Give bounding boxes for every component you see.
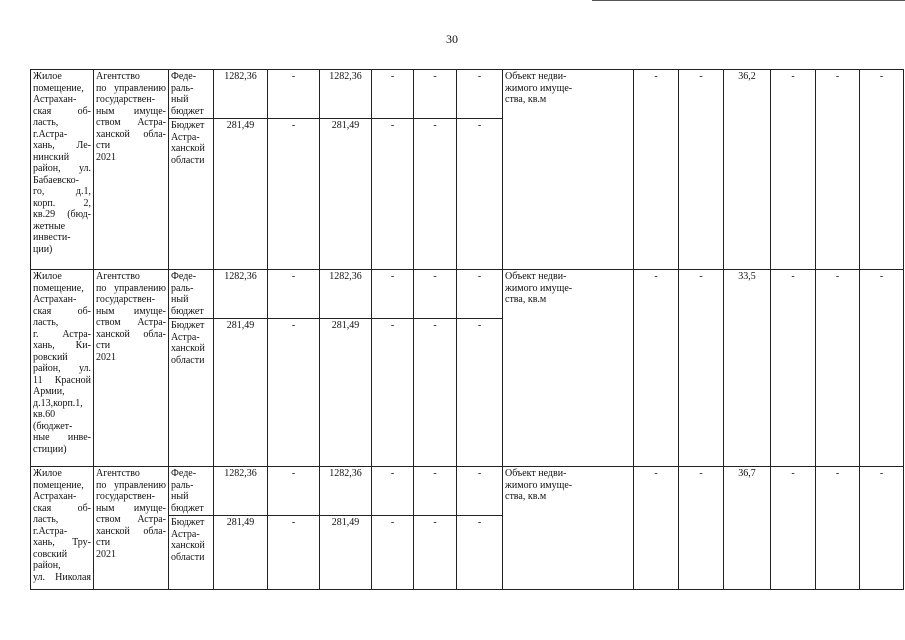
object-line: нинский — [33, 151, 70, 163]
source-line: бюджет — [171, 305, 204, 317]
object-cell — [31, 270, 94, 467]
regional-amount-cell: - — [372, 516, 414, 590]
indicator-line: Объект недви- — [505, 71, 567, 82]
object-line: Жилое — [33, 271, 62, 282]
agency-line: ным имуще- — [96, 502, 166, 514]
source-line: области — [171, 354, 205, 366]
federal-source-cell — [169, 70, 214, 119]
object-line: ская об- — [33, 105, 91, 117]
regional-amount-cell: 281,49 — [214, 119, 268, 270]
object-line: ласть, — [33, 117, 59, 128]
indicator-value-cell: - — [860, 70, 904, 270]
regional-amount-cell: - — [414, 119, 457, 270]
object-line: хань, Тру- — [33, 537, 91, 548]
regional-source-cell — [169, 119, 214, 270]
source-line: раль- — [171, 479, 194, 491]
source-line: Астра- — [171, 131, 200, 143]
federal-amount-cell: - — [457, 467, 503, 516]
regional-amount-cell: 281,49 — [320, 119, 372, 270]
source-line: бюджет — [171, 502, 204, 514]
object-line: ул. Николая — [33, 571, 91, 583]
indicator-value-cell: - — [860, 467, 904, 590]
source-line: ный — [171, 294, 189, 305]
regional-amount-cell: - — [372, 319, 414, 467]
indicator-line: ства, кв.м — [505, 94, 547, 105]
table-row — [31, 467, 904, 516]
agency-cell — [94, 270, 169, 467]
agency-line: сти — [96, 537, 111, 548]
source-line: ханской — [171, 540, 205, 551]
source-line: области — [171, 551, 205, 563]
object-line: совский — [33, 548, 68, 560]
federal-amount-cell: 1282,36 — [320, 70, 372, 119]
regional-amount-cell: - — [457, 119, 503, 270]
agency-line: Агентство — [96, 468, 140, 479]
regional-source-cell — [169, 319, 214, 467]
object-line: г. Астра- — [33, 328, 91, 340]
indicator-value-cell: - — [634, 70, 679, 270]
federal-amount-cell: - — [372, 270, 414, 319]
object-line: Астрахан- — [33, 294, 77, 305]
indicator-value-cell: - — [679, 467, 724, 590]
source-line: Бюджет — [171, 517, 205, 528]
source-line: области — [171, 154, 205, 166]
object-line: инвести- — [33, 232, 71, 243]
federal-amount-cell: - — [414, 467, 457, 516]
regional-amount-cell: 281,49 — [320, 319, 372, 467]
agency-line: ным имуще- — [96, 105, 166, 117]
federal-amount-cell: - — [457, 270, 503, 319]
regional-amount-cell: 281,49 — [320, 516, 372, 590]
indicator-line: Объект недви- — [505, 468, 567, 479]
page-number: 30 — [446, 32, 458, 46]
indicator-line: жимого имуще- — [505, 282, 573, 294]
indicator-value-cell: 33,5 — [724, 270, 771, 467]
federal-amount-cell: - — [372, 467, 414, 516]
object-line: Армии, — [33, 386, 65, 397]
agency-line: ханской обла- — [96, 328, 166, 340]
object-line: 11 Красной — [33, 374, 91, 386]
agency-line: 2021 — [96, 151, 116, 163]
regional-amount-cell: 281,49 — [214, 319, 268, 467]
object-line: д.13,корп.1, — [33, 397, 83, 409]
federal-amount-cell: - — [414, 270, 457, 319]
source-line: Феде- — [171, 468, 197, 479]
object-line: ская об- — [33, 502, 91, 514]
object-line: хань, Ле- — [33, 140, 91, 151]
object-line: ская об- — [33, 305, 91, 317]
regional-source-cell — [169, 516, 214, 590]
source-line: ханской — [171, 143, 205, 154]
source-line: раль- — [171, 282, 194, 294]
source-line: бюджет — [171, 105, 204, 117]
object-line: г.Астра- — [33, 525, 68, 537]
object-line: го, д.1, — [33, 186, 91, 197]
indicator-value-cell: - — [679, 70, 724, 270]
object-line: ные инве- — [33, 432, 91, 443]
indicator-value-cell: - — [816, 467, 860, 590]
source-line: ный — [171, 94, 189, 105]
object-line: кв.29 (бюд- — [33, 209, 91, 220]
regional-amount-cell: 281,49 — [214, 516, 268, 590]
agency-line: по управлению — [96, 82, 166, 94]
regional-amount-cell: - — [372, 119, 414, 270]
agency-line: по управлению — [96, 282, 166, 294]
indicator-line: Объект недви- — [505, 271, 567, 282]
federal-amount-cell: - — [268, 270, 320, 319]
federal-amount-cell: - — [372, 70, 414, 119]
indicator-value-cell: - — [771, 270, 816, 467]
federal-amount-cell: - — [457, 70, 503, 119]
source-line: Феде- — [171, 71, 197, 82]
indicator-value-cell: - — [679, 270, 724, 467]
agency-line: сти — [96, 140, 111, 151]
source-line: Астра- — [171, 331, 200, 343]
agency-line: сти — [96, 340, 111, 351]
regional-amount-cell: - — [268, 319, 320, 467]
agency-line: ством Астра- — [96, 117, 166, 128]
object-line: Жилое — [33, 71, 62, 82]
indicator-line: ства, кв.м — [505, 491, 547, 502]
object-line: помещение, — [33, 82, 84, 94]
indicator-value-cell: 36,7 — [724, 467, 771, 590]
federal-amount-cell: - — [268, 467, 320, 516]
indicator-value-cell: - — [860, 270, 904, 467]
regional-amount-cell: - — [414, 516, 457, 590]
indicator-cell — [503, 270, 634, 467]
regional-amount-cell: - — [414, 319, 457, 467]
object-line: ровский — [33, 351, 68, 363]
object-line: ции) — [33, 243, 53, 255]
federal-amount-cell: 1282,36 — [214, 467, 268, 516]
indicator-cell — [503, 70, 634, 270]
agency-line: ханской обла- — [96, 525, 166, 537]
regional-amount-cell: - — [457, 516, 503, 590]
source-line: Феде- — [171, 271, 197, 282]
object-line: хань, Ки- — [33, 340, 91, 351]
indicator-value-cell: - — [771, 467, 816, 590]
agency-line: государствен- — [96, 94, 155, 105]
federal-amount-cell: 1282,36 — [320, 270, 372, 319]
budget-table — [30, 69, 904, 590]
object-line: район, ул. — [33, 163, 91, 174]
agency-line: Агентство — [96, 71, 140, 82]
object-line: район, ул. — [33, 363, 91, 374]
indicator-value-cell: - — [634, 270, 679, 467]
object-line: ласть, — [33, 514, 59, 525]
object-cell — [31, 467, 94, 590]
indicator-line: ства, кв.м — [505, 294, 547, 305]
object-line: помещение, — [33, 479, 84, 491]
indicator-value-cell: - — [816, 70, 860, 270]
agency-line: ством Астра- — [96, 514, 166, 525]
regional-amount-cell: - — [268, 119, 320, 270]
object-line: г.Астра- — [33, 128, 68, 140]
federal-amount-cell: 1282,36 — [320, 467, 372, 516]
agency-line: ством Астра- — [96, 317, 166, 328]
agency-line: государствен- — [96, 294, 155, 305]
regional-amount-cell: - — [457, 319, 503, 467]
source-line: Бюджет — [171, 320, 205, 331]
agency-cell — [94, 467, 169, 590]
object-line: район, — [33, 560, 61, 571]
object-line: стиции) — [33, 443, 67, 455]
source-line: Бюджет — [171, 120, 205, 131]
object-line: Астрахан- — [33, 94, 77, 105]
agency-line: ханской обла- — [96, 128, 166, 140]
table-row — [31, 270, 904, 319]
federal-source-cell — [169, 467, 214, 516]
object-line: кв.60 — [33, 409, 56, 420]
object-line: Астрахан- — [33, 491, 77, 502]
agency-line: 2021 — [96, 548, 116, 560]
indicator-line: жимого имуще- — [505, 479, 573, 491]
agency-line: ным имуще- — [96, 305, 166, 317]
federal-amount-cell: 1282,36 — [214, 270, 268, 319]
indicator-value-cell: - — [771, 70, 816, 270]
agency-cell — [94, 70, 169, 270]
indicator-cell — [503, 467, 634, 590]
federal-amount-cell: - — [268, 70, 320, 119]
agency-line: по управлению — [96, 479, 166, 491]
federal-amount-cell: - — [414, 70, 457, 119]
object-line: Бабаевско- — [33, 174, 79, 186]
source-line: Астра- — [171, 528, 200, 540]
top-rule — [592, 0, 905, 1]
object-cell — [31, 70, 94, 270]
agency-line: Агентство — [96, 271, 140, 282]
object-line: жетные — [33, 220, 66, 232]
object-line: ласть, — [33, 317, 59, 328]
object-line: помещение, — [33, 282, 84, 294]
agency-line: государствен- — [96, 491, 155, 502]
federal-source-cell — [169, 270, 214, 319]
federal-amount-cell: 1282,36 — [214, 70, 268, 119]
object-line: корп. 2, — [33, 197, 91, 209]
indicator-value-cell: 36,2 — [724, 70, 771, 270]
source-line: ханской — [171, 343, 205, 354]
agency-line: 2021 — [96, 351, 116, 363]
source-line: раль- — [171, 82, 194, 94]
object-line: (бюджет- — [33, 420, 73, 432]
indicator-value-cell: - — [816, 270, 860, 467]
indicator-line: жимого имуще- — [505, 82, 573, 94]
object-line: Жилое — [33, 468, 62, 479]
table-row — [31, 70, 904, 119]
regional-amount-cell: - — [268, 516, 320, 590]
indicator-value-cell: - — [634, 467, 679, 590]
source-line: ный — [171, 491, 189, 502]
